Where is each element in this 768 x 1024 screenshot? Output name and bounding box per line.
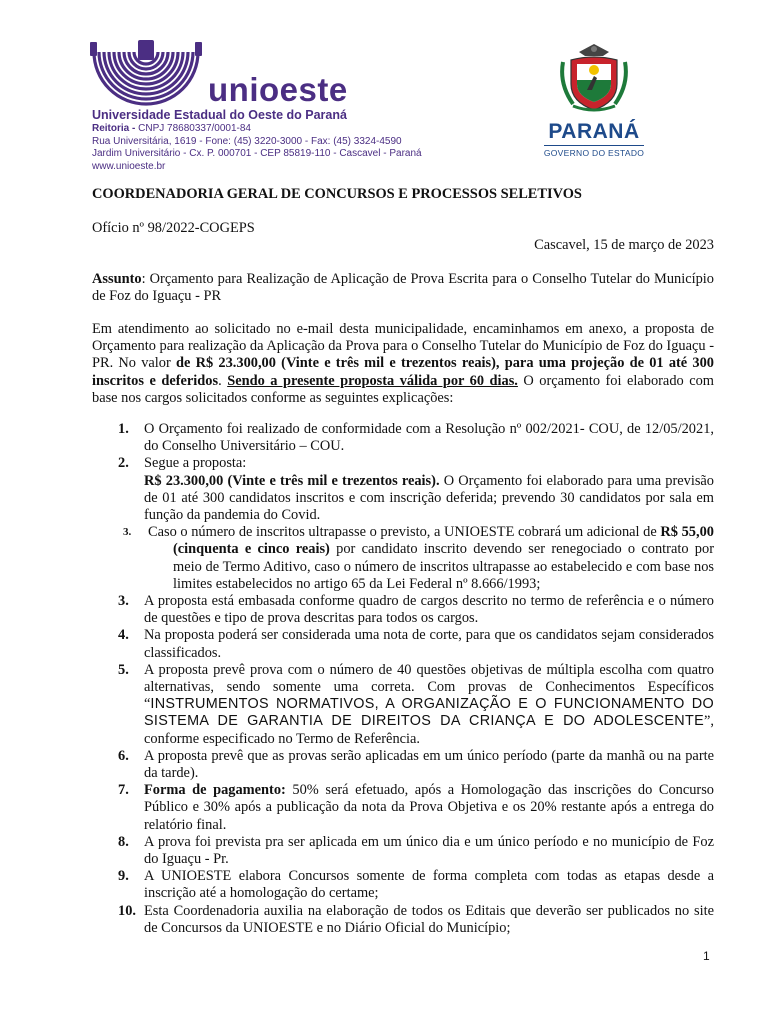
oficio-number: Ofício nº 98/2022-COGEPS <box>92 220 255 236</box>
document-heading: COORDENADORIA GERAL DE CONCURSOS E PROCESSOS SELETIVOS <box>92 186 582 202</box>
item-text: 50% será efetuado, após a Homologação das inscrições do Concurso Público e 30% após a publicação da nota da Prova Objetiva e os 20% restante após a entrega do relatório final. <box>144 782 715 833</box>
list-item <box>118 748 714 782</box>
reitoria-label: Reitoria - <box>92 123 136 134</box>
reitoria-line <box>92 123 422 136</box>
item-text: A UNIOESTE elabora Concursos somente de forma completa com todas as etapas desde a inscrição até a homologação do certame; <box>144 868 714 902</box>
subject-paragraph <box>92 271 714 305</box>
intro-validity: Sendo a presente proposta válida por 60 dias. <box>227 372 518 389</box>
item-text: por candidato inscrito devendo ser renegociado o contrato por meio de Termo Aditivo, caso o número de inscritos ultrapasse ao estabelecido e com base nos limites estabelecidos no artigo 65 da Lei Federal nº 8.666/1993; <box>173 541 714 592</box>
address-line-1: Rua Universitária, 1619 - Fone: (45) 3220-3000 - Fax: (45) 3324-4590 <box>92 135 402 147</box>
item-text: O Orçamento foi elaborado para uma previsão de 01 até 300 candidatos inscritos e com inscrição deferida; prevendo 30 candidatos por sala em função da pandemia do Covid. <box>144 472 715 524</box>
item-text: Segue a proposta: <box>144 455 247 472</box>
list-item <box>118 662 714 748</box>
document-date: Cascavel, 15 de março de 2023 <box>534 237 714 253</box>
explanations-list <box>118 421 714 937</box>
intro-text-2: . <box>218 372 228 389</box>
item-text: Na proposta poderá ser considerada uma nota de corte, para que os candidatos sejam considerados classificados. <box>144 627 714 661</box>
item-text: A prova foi prevista pra ser aplicada em um único dia e um único período e no município de Foz do Iguaçu - Pr. <box>144 833 714 868</box>
list-item <box>118 421 714 455</box>
unioeste-address-block <box>92 108 422 173</box>
cnpj: CNPJ 78680337/0001-84 <box>138 123 251 134</box>
unioeste-emblem-icon <box>90 40 202 108</box>
item-number: 9. <box>118 868 129 885</box>
unioeste-logo <box>90 40 350 108</box>
parana-wordmark: PARANÁ <box>548 120 640 143</box>
item-number: 3. <box>118 593 129 610</box>
intro-text-3: O orçamento foi elaborado com base nos cargos solicitados conforme as seguintes explicações: <box>92 372 714 406</box>
item-number: 5. <box>118 661 129 678</box>
parana-subtitle: GOVERNO DO ESTADO <box>544 145 644 158</box>
address-line-2: Jardim Universitário - Cx. P. 000701 - CEP 85819-110 - Cascavel - Paraná <box>92 148 422 159</box>
website: www.unioeste.br <box>92 160 166 172</box>
item-label: Forma de pagamento: <box>144 782 286 799</box>
list-item <box>118 903 714 937</box>
item-number: 3. <box>123 526 132 539</box>
item-number: 6. <box>118 747 129 764</box>
list-item <box>118 627 714 661</box>
item-quote: INSTRUMENTOS NORMATIVOS, A ORGANIZAÇÃO E O FUNCIONAMENTO DO SISTEMA DE GARANTIA DE DIREITOS DA CRIANÇA E DO ADOLESCENTE <box>144 696 714 730</box>
list-item <box>118 868 714 902</box>
item-text: A proposta prevê prova com o número de 40 questões objetivas de múltipla escolha com quatro alternativas, sendo somente uma correta. Com provas de Conhecimentos Específicos “ <box>144 661 714 713</box>
parana-coat-of-arms-icon <box>559 40 629 114</box>
subject-text: : Orçamento para Realização de Aplicação de Prova Escrita para o Conselho Tutelar do Município de Foz do Iguaçu - PR <box>92 271 714 305</box>
item-value: R$ 23.300,00 (Vinte e três mil e trezentos reais). <box>144 472 440 489</box>
item-number: 7. <box>118 782 129 799</box>
intro-value: de R$ 23.300,00 (Vinte e três mil e trezentos reais), para uma projeção de 01 até 300 inscritos e deferidos <box>92 355 714 389</box>
item-number: 4. <box>118 627 129 644</box>
item-text: ”, conforme especificado no Termo de Referência. <box>144 713 714 747</box>
list-item <box>118 782 714 834</box>
item-text: Caso o número de inscritos ultrapasse o previsto, a UNIOESTE cobrará um adicional de <box>148 524 661 541</box>
item-number: 1. <box>118 421 129 437</box>
item-number: 10. <box>118 902 136 919</box>
list-item <box>118 593 714 627</box>
unioeste-wordmark: unioeste <box>208 71 348 108</box>
item-number: 2. <box>118 455 129 472</box>
parana-logo <box>540 40 648 161</box>
item-number: 8. <box>118 833 129 850</box>
intro-text-1: Em atendimento ao solicitado no e-mail desta municipalidade, encaminhamos em anexo, a proposta de Orçamento para realização da Aplicação da Prova para o Conselho Tutelar do Município de Foz do Iguaçu - PR. No valor <box>92 321 714 372</box>
item-text: Esta Coordenadoria auxilia na elaboração de todos os Editais que deverão ser publicados no site de Concursos da UNIOESTE e no Diário Oficial do Município; <box>144 902 714 936</box>
item-text: A proposta está embasada conforme quadro de cargos descrito no termo de referência e o número de questões e tipo de prova descritas para todos os cargos. <box>144 593 714 627</box>
university-name: Universidade Estadual do Oeste do Paraná <box>92 108 347 122</box>
subject-label: Assunto <box>92 271 142 287</box>
item-text: A proposta prevê que as provas serão aplicadas em um único período (parte da manhã ou na parte da tarde). <box>144 747 714 782</box>
item-value: R$ 55,00 (cinquenta e cinco reais) <box>173 524 714 558</box>
item-text: O Orçamento foi realizado de conformidade com a Resolução nº 002/2021- COU, de 12/05/2021, do Conselho Universitário – COU. <box>144 421 714 455</box>
page-number: 1 <box>703 949 710 963</box>
list-item <box>118 524 714 593</box>
list-item <box>118 455 714 524</box>
intro-paragraph <box>92 321 714 407</box>
list-item <box>118 834 714 868</box>
